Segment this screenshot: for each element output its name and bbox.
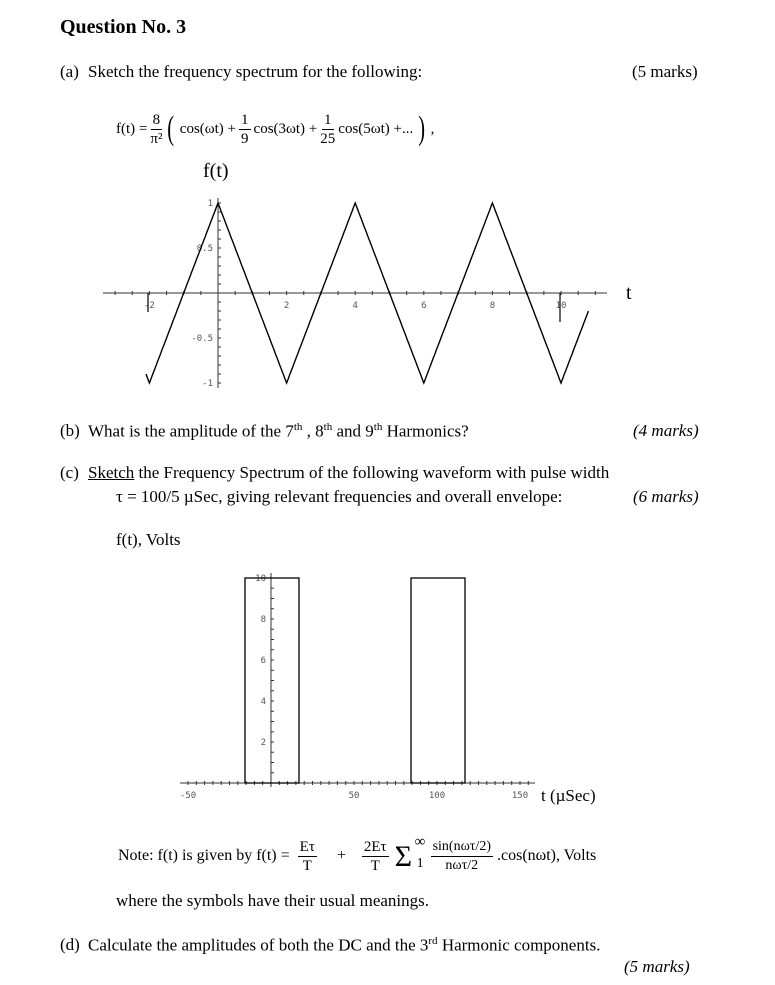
x-tick-label: 6: [421, 301, 427, 311]
part-b-text: What is the amplitude of the 7th , 8th and 9th Harmonics?: [88, 421, 469, 441]
graph-c-xlabel: t (µSec): [541, 786, 596, 805]
note-equation: [118, 826, 596, 886]
note-prefix: Note: f(t) is given by f(t) =: [118, 847, 290, 864]
eq-open-paren: (: [167, 110, 175, 147]
note-fraction-1: $\frac{E\tau}{T}$: [299, 838, 315, 874]
y-tick-label: 2: [260, 738, 266, 748]
part-d-text: Calculate the amplitudes of both the DC and the 3rd Harmonic components.: [88, 935, 601, 955]
part-a-text: Sketch the frequency spectrum for the following:: [88, 62, 423, 81]
eq-term-1: cos(ωt) +: [179, 120, 237, 137]
note-cos: .cos(nωt), Volts: [497, 847, 597, 864]
part-c-line2: τ = 100/5 µSec, giving relevant frequencies and overall envelope:: [116, 487, 563, 506]
y-tick-label: 8: [260, 615, 266, 625]
x-tick-label: 10: [555, 301, 567, 311]
eq-term-3: cos(5ωt) +...: [338, 120, 414, 137]
eq-coefficient: $\frac{8}{\text{π²}}$: [150, 111, 163, 147]
x-tick-label: 8: [489, 301, 496, 311]
part-b-label: (b): [60, 421, 80, 440]
pulse-2: [411, 578, 465, 783]
note-sinc: $\frac{\text{sin(nωτ/2)}}{\text{nωτ/2}}$: [432, 838, 491, 873]
eq-term-2: cos(3ωt) +: [253, 120, 318, 137]
pulse-train-graph: [175, 565, 540, 810]
note-fraction-2: $\frac{2E\tau}{T}$: [363, 838, 387, 874]
part-b-marks: (4 marks): [633, 421, 699, 440]
x-tick-label: 4: [352, 301, 358, 311]
part-a-marks: (5 marks): [632, 62, 698, 81]
part-c-label: (c): [60, 463, 79, 482]
y-tick-label: -0.5: [191, 334, 213, 344]
note-summation: Σ ∞ 1: [394, 834, 426, 873]
x-tick-label: 100: [428, 791, 446, 801]
graph-a-y-minor-ticks: [218, 203, 221, 383]
note-plus: +: [336, 847, 346, 864]
eq-close-paren: ): [418, 110, 426, 147]
y-tick-label: -1: [202, 379, 213, 389]
part-c-marks: (6 marks): [633, 487, 699, 506]
graph-a-xlabel: t: [626, 282, 632, 304]
y-tick-label: 1: [207, 199, 213, 209]
x-tick-label: -2: [143, 301, 155, 311]
y-tick-label: 4: [260, 697, 266, 707]
part-c-line1: Sketch the Frequency Spectrum of the following waveform with pulse width: [88, 463, 610, 482]
x-tick-label: 150: [511, 791, 529, 801]
eq-fraction-3: $\frac{1}{25}$: [320, 111, 336, 147]
graph-c-y-minor-ticks: [271, 578, 274, 783]
eq-fraction-2: $\frac{1}{9}$: [241, 111, 249, 147]
eq-tail: ,: [430, 120, 435, 137]
part-a-label: (a): [60, 62, 79, 81]
question-title: Question No. 3: [60, 16, 187, 38]
fourier-equation: [116, 108, 434, 150]
y-tick-label: 0.5: [196, 244, 213, 254]
part-d-label: (d): [60, 935, 80, 954]
graph-c-ylabel: f(t), Volts: [116, 530, 181, 549]
eq-lhs: f(t) =: [116, 120, 148, 137]
note-line2: where the symbols have their usual meanings.: [116, 891, 430, 910]
part-d-marks: (5 marks): [624, 957, 690, 976]
x-tick-label: 50: [348, 791, 360, 801]
graph-a-ylabel: f(t): [203, 160, 229, 182]
triangle-wave-graph: [95, 190, 625, 395]
x-tick-label: -50: [179, 791, 197, 801]
y-tick-label: 10: [255, 574, 266, 584]
y-tick-label: 6: [260, 656, 266, 666]
x-tick-label: 2: [283, 301, 290, 311]
